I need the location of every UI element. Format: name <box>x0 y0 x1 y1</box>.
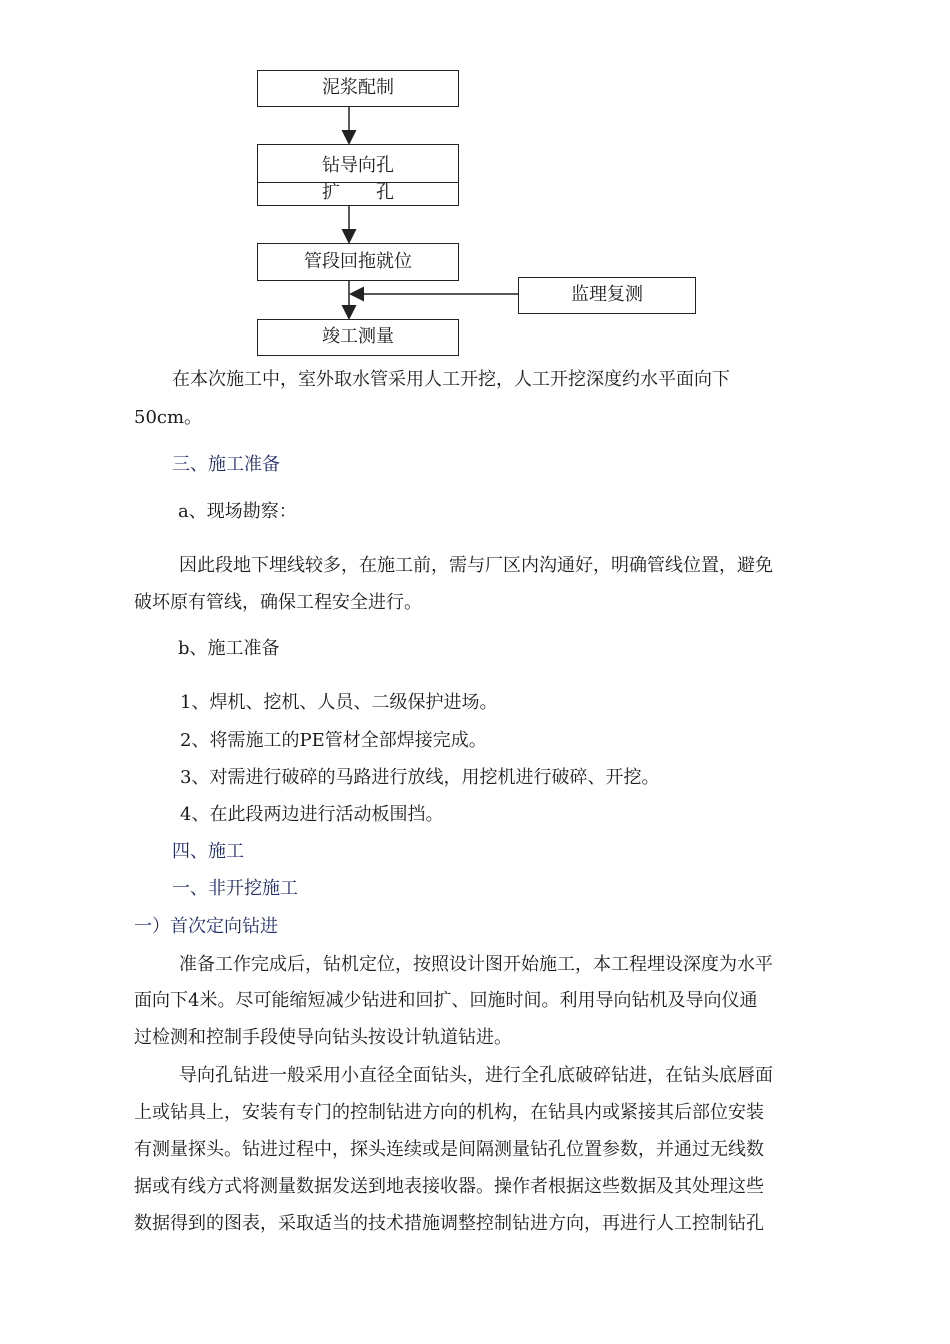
p1-line-1: 准备工作完成后，钻机定位，按照设计图开始施工，本工程埋设深度为水平 <box>179 954 773 975</box>
flow-box-survey-label: 竣工测量 <box>322 326 394 347</box>
section3-title: 三、施工准备 <box>172 454 280 475</box>
section3-b-title: b、施工准备 <box>178 638 280 659</box>
section4-sub1: 一、非开挖施工 <box>172 878 298 899</box>
flow-box-pipe <box>257 243 459 281</box>
section3-a-title: a、现场勘察： <box>178 501 297 522</box>
p2-line-2: 上或钻具上，安装有专门的控制钻进方向的机构，在钻具内或紧接其后部位安装 <box>134 1102 764 1123</box>
flow-box-drill-label-1: 钻导向孔 <box>322 155 394 176</box>
flow-box-supervision-label: 监理复测 <box>571 284 643 305</box>
p2-line-5: 数据得到的图表，采取适当的技术措施调整控制钻进方向，再进行人工控制钻孔 <box>134 1213 764 1234</box>
flow-box-supervision <box>518 277 696 314</box>
p2-line-1: 导向孔钻进一般采用小直径全面钻头，进行全孔底破碎钻进，在钻头底唇面 <box>179 1065 773 1086</box>
section4-title: 四、施工 <box>172 841 244 862</box>
flow-box-drill-label-2: 扩 孔 <box>322 182 394 203</box>
prep-item-1: 1、焊机、挖机、人员、二级保护进场。 <box>180 692 498 713</box>
flow-box-pipe-label: 管段回拖就位 <box>304 251 412 272</box>
p2-line-4: 据或有线方式将测量数据发送到地表接收器。操作者根据这些数据及其处理这些 <box>134 1176 764 1197</box>
prep-item-4: 4、在此段两边进行活动板围挡。 <box>180 804 444 825</box>
flow-box-survey <box>257 319 459 356</box>
p1-line-2: 面向下4米。尽可能缩短减少钻进和回扩、回施时间。利用导向钻机及导向仪通 <box>134 990 758 1011</box>
p2-line-3: 有测量探头。钻进过程中，探头连续或是间隔测量钻孔位置参数，并通过无线数 <box>134 1139 764 1160</box>
intro-line-2: 50cm。 <box>134 407 203 428</box>
section4-sub2: 一）首次定向钻进 <box>134 916 278 937</box>
p1-line-3: 过检测和控制手段使导向钻头按设计轨道钻进。 <box>134 1027 512 1048</box>
flow-box-drill <box>257 144 459 206</box>
intro-line-1: 在本次施工中，室外取水管采用人工开挖，人工开挖深度约水平面向下 <box>172 369 730 390</box>
prep-item-2: 2、将需施工的PE管材全部焊接完成。 <box>180 730 487 751</box>
flow-box-mud-label: 泥浆配制 <box>322 77 394 98</box>
prep-item-3: 3、对需进行破碎的马路进行放线，用挖机进行破碎、开挖。 <box>180 767 660 788</box>
flow-box-mud <box>257 70 459 107</box>
section3-a-line-1: 因此段地下埋线较多，在施工前，需与厂区内沟通好，明确管线位置，避免 <box>179 555 773 576</box>
section3-a-line-2: 破坏原有管线，确保工程安全进行。 <box>134 592 422 613</box>
flowchart-connectors <box>0 0 950 370</box>
